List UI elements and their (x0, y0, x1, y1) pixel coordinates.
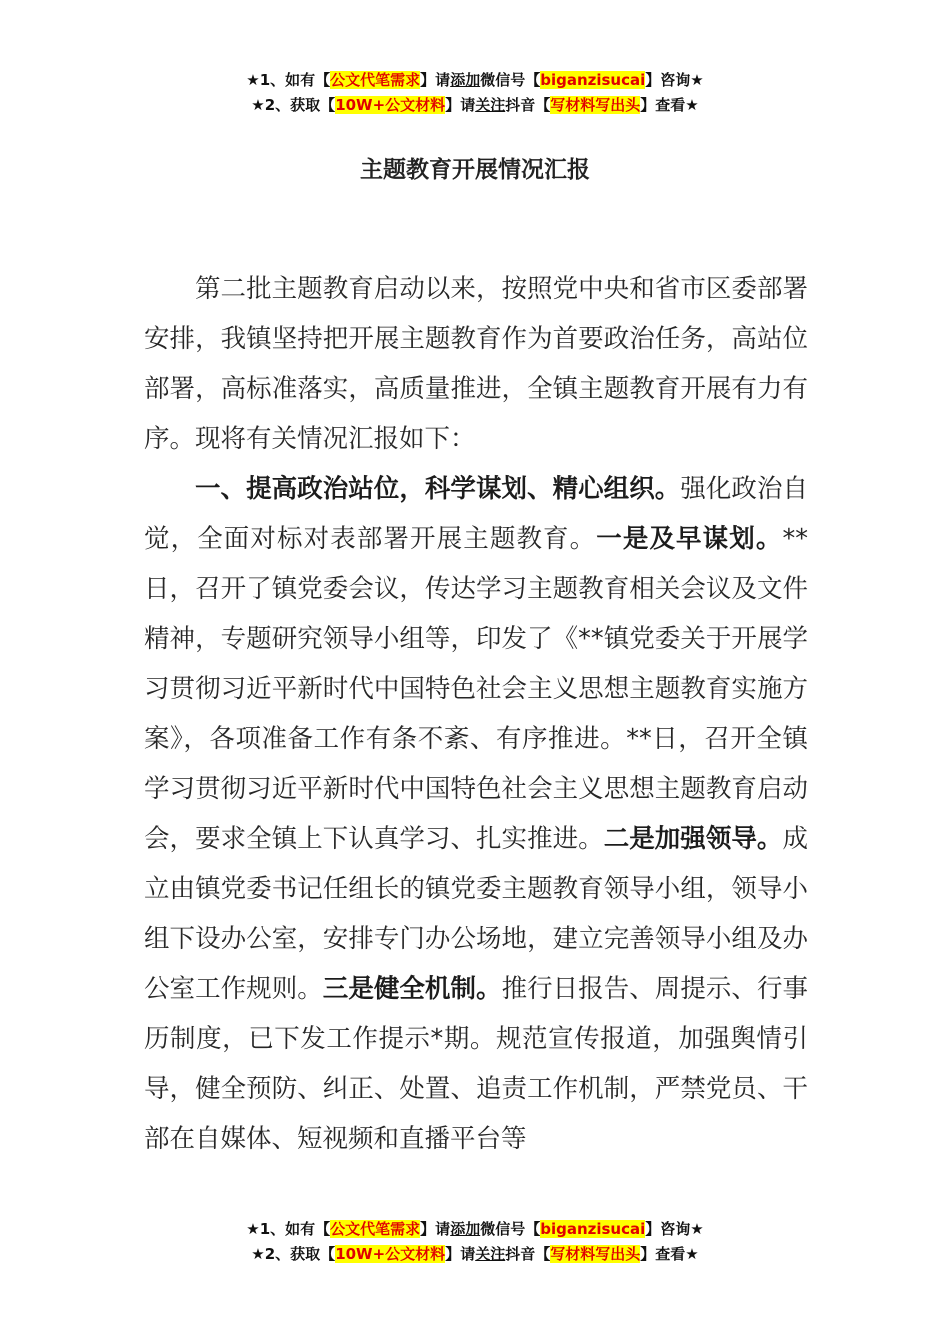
banner-text: ★1、如有【 (246, 71, 331, 89)
banner-highlight: 写材料写出头 (550, 1245, 641, 1263)
banner-text: ★1、如有【 (246, 1220, 331, 1238)
point-label: 二是加强领导。 (603, 824, 783, 854)
banner-line-1 (0, 1217, 950, 1242)
document-title: 主题教育开展情况汇报 (360, 157, 590, 183)
banner-highlight: 公文代笔需求 (330, 71, 421, 89)
section-heading: 一、提高政治站位，科学谋划、精心组织。 (195, 474, 681, 504)
banner-highlight: 10W+公文材料 (335, 1245, 446, 1263)
banner-text: 微信号【 (480, 71, 541, 89)
banner-text: 】请 (420, 71, 451, 89)
banner-text: 】请 (445, 1245, 476, 1263)
paragraph-text: 强化政治自觉，全面对标对表部署开展主题教育。 (144, 474, 808, 554)
banner-text: ★2、获取【 (251, 1245, 336, 1263)
paragraph-text: 推行日报告、周提示、行事历制度，已下发工作提示*期。规范宣传报道，加强舆情引导，健全预防、纠正、处置、追责工作机制，严禁党员、干部在自媒体、短视频和直播平台等 (144, 974, 808, 1154)
banner-highlight: biganzisucai (540, 71, 646, 89)
banner-text: 】请 (445, 96, 476, 114)
banner-line-1 (0, 68, 950, 93)
banner-text: 抖音【 (505, 1245, 551, 1263)
banner-highlight: 写材料写出头 (550, 96, 641, 114)
banner-text: 】请 (420, 1220, 451, 1238)
banner-highlight: 公文代笔需求 (330, 1220, 421, 1238)
banner-emphasis: 添加 (450, 1220, 481, 1238)
banner-text: 】查看★ (640, 96, 699, 114)
banner-line-2 (0, 1242, 950, 1267)
section-1-paragraph (144, 464, 808, 1164)
banner-highlight: biganzisucai (540, 1220, 646, 1238)
banner-text: 微信号【 (480, 1220, 541, 1238)
banner-emphasis: 关注 (475, 1245, 506, 1263)
banner-text: 】咨询★ (645, 71, 704, 89)
bottom-ad-banner (0, 1217, 950, 1267)
banner-highlight: 10W+公文材料 (335, 96, 446, 114)
banner-text: 抖音【 (505, 96, 551, 114)
banner-text: ★2、获取【 (251, 96, 336, 114)
point-label: 三是健全机制。 (322, 974, 502, 1004)
top-ad-banner (0, 68, 950, 118)
banner-emphasis: 添加 (450, 71, 481, 89)
document-body (144, 264, 808, 1164)
banner-text: 】咨询★ (645, 1220, 704, 1238)
point-label: 一是及早谋划。 (596, 524, 783, 554)
paragraph-text: 成立由镇党委书记任组长的镇党委主题教育领导小组，领导小组下设办公室，安排专门办公场地，建立完善领导小组及办公室工作规则。 (144, 824, 808, 1004)
intro-paragraph: 第二批主题教育启动以来，按照党中央和省市区委部署安排，我镇坚持把开展主题教育作为首要政治任务，高站位部署，高标准落实，高质量推进，全镇主题教育开展有力有序。现将有关情况汇报如下： (144, 274, 808, 454)
banner-text: 】查看★ (640, 1245, 699, 1263)
paragraph-text: **日，召开了镇党委会议，传达学习主题教育相关会议及文件精神，专题研究领导小组等，印发了《**镇党委关于开展学习贯彻习近平新时代中国特色社会主义思想主题教育实施方案》，各项准备工作有条不紊、有序推进。**日，召开全镇学习贯彻习近平新时代中国特色社会主义思想主题教育启动会，要求全镇上下认真学习、扎实推进。 (144, 524, 808, 854)
banner-emphasis: 关注 (475, 96, 506, 114)
banner-line-2 (0, 93, 950, 118)
